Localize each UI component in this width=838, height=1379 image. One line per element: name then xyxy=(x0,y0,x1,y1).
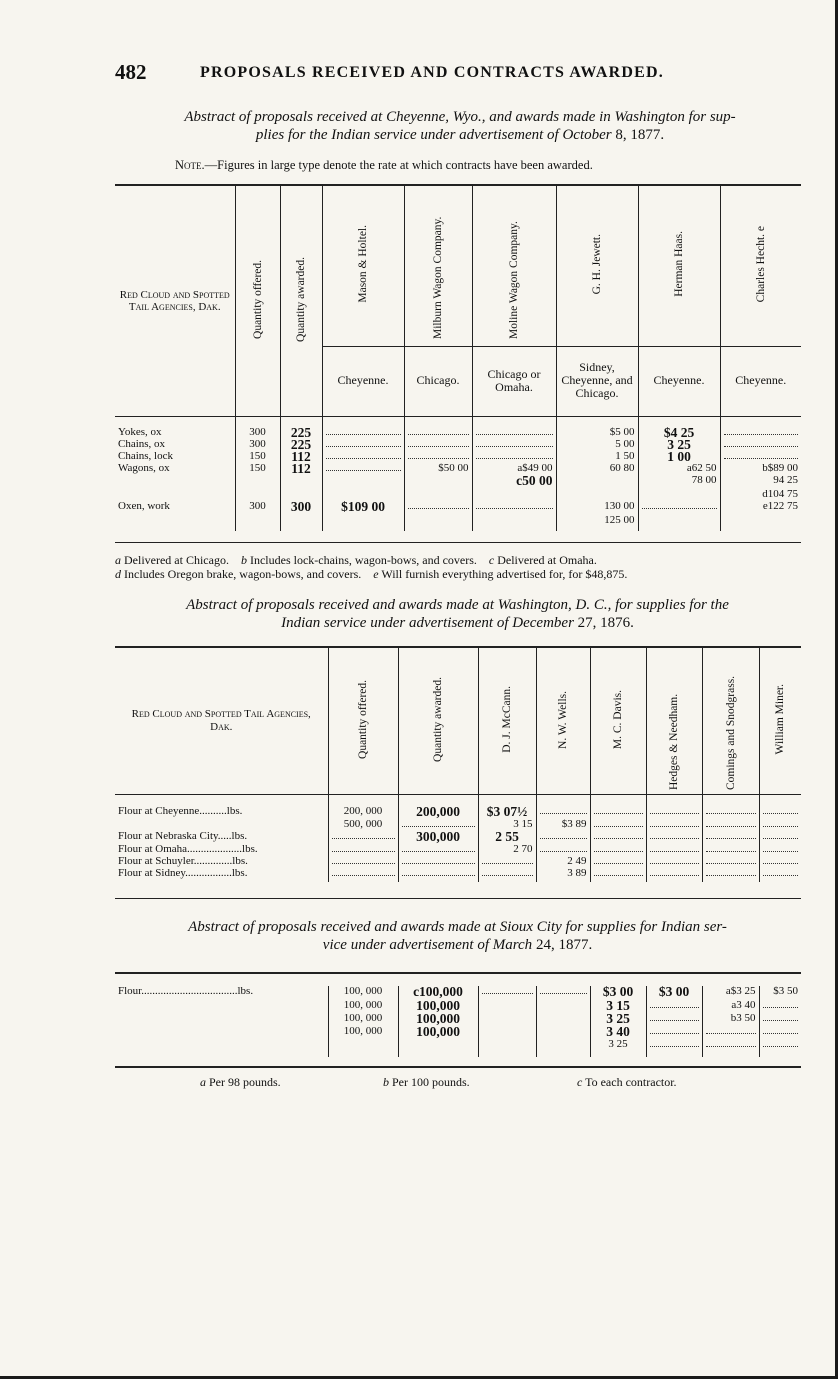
row-jewett: 130 00 xyxy=(556,501,638,515)
col-wells: N. W. Wells. xyxy=(557,690,569,749)
table-row: Flour...................................lbs. 100, 000 c100,000 $3 00 $3 00 a$3 25 $3 50 xyxy=(115,986,801,1000)
table-row: Flour at Sidney.................lbs. 3 89 xyxy=(115,868,801,882)
row-offered: 300 xyxy=(235,439,280,451)
row-jewett-2: 125 00 xyxy=(556,515,638,531)
table-row xyxy=(115,427,801,439)
table2 xyxy=(115,648,801,882)
row-davis: 3 25 xyxy=(590,1039,646,1057)
row-wells: 3 89 xyxy=(536,868,590,882)
row-awarded: 225 xyxy=(280,439,322,451)
row-comings: a3 40 xyxy=(702,1000,759,1013)
row-mason: $109 00 xyxy=(322,501,404,515)
row-awarded: 200,000 xyxy=(398,806,478,819)
row-haas: 3 25 xyxy=(638,439,720,451)
row-awarded: 100,000 xyxy=(398,1026,478,1039)
row-haas-2: 78 00 xyxy=(638,475,720,489)
table3 xyxy=(115,986,801,1057)
row-hecht-3: d104 75 xyxy=(720,489,801,501)
row-haas: a62 50 xyxy=(638,463,720,475)
table-row: Flour at Schuyler..............lbs. 2 49 xyxy=(115,856,801,868)
table1-footnote2: d Includes Oregon brake, wagon-bows, and covers. e Will furnish everything advertised for, for $48,875. xyxy=(115,567,628,581)
col-quantity-offered: Quantity offered. xyxy=(251,259,264,339)
row-offered: 100, 000 xyxy=(328,1026,398,1039)
row-item: Flour at Cheyenne xyxy=(118,806,200,817)
col-miner: William Miner. xyxy=(774,684,787,755)
place-jewett: Sidney, Cheyenne, and Chicago. xyxy=(556,346,638,415)
row-unit: lbs. xyxy=(232,856,248,867)
bidder-mason-holtel: Mason & Holtel. xyxy=(357,225,369,304)
table3-footnote-a: a Per 98 pounds. xyxy=(200,1075,281,1089)
section1-title-date: 8, 1877. xyxy=(615,127,665,143)
table1-agency-header: Red Cloud and Spotted Tail Agencies, Dak. xyxy=(119,288,230,313)
col-hedges-needham: Hedges & Needham. xyxy=(668,693,680,790)
table-row xyxy=(115,1039,801,1057)
table1 xyxy=(115,186,801,531)
row-comings: a$3 25 xyxy=(702,986,759,1000)
table2-header-row xyxy=(115,648,801,794)
table1-header-row xyxy=(115,186,801,346)
row-jewett: 5 00 xyxy=(556,439,638,451)
section3-title xyxy=(110,918,805,954)
row-item: Flour at Nebraska City xyxy=(118,831,218,842)
table-row xyxy=(115,819,801,831)
row-davis: $3 00 xyxy=(590,986,646,1000)
row-awarded: 100,000 xyxy=(398,1013,478,1026)
col-comings-snodgrass: Comings and Snodgrass. xyxy=(724,675,737,790)
place-milburn: Chicago. xyxy=(404,346,472,415)
place-mason: Cheyenne. xyxy=(322,346,404,415)
row-unit: lbs. xyxy=(226,806,243,817)
row-offered: 150 xyxy=(235,451,280,463)
page-header-title: PROPOSALS RECEIVED AND CONTRACTS AWARDED. xyxy=(200,64,664,81)
row-hecht: e122 75 xyxy=(720,501,801,515)
bidder-moline: Moline Wagon Company. xyxy=(508,221,520,340)
row-item: Oxen, work xyxy=(118,501,170,512)
row-haas: 1 00 xyxy=(638,451,720,463)
row-item: Chains, lock xyxy=(118,451,173,462)
row-awarded: 300,000 xyxy=(398,831,478,844)
col-mccann: D. J. McCann. xyxy=(501,686,513,753)
row-offered: 100, 000 xyxy=(328,1000,398,1013)
table3-top-rule xyxy=(115,972,801,974)
row-awarded: 100,000 xyxy=(398,1000,478,1013)
row-offered: 100, 000 xyxy=(328,986,398,1000)
row-awarded: 112 xyxy=(280,451,322,463)
section3-title-line2: vice under advertisement of March xyxy=(322,937,536,953)
section1-title-line1: Abstract of proposals received at Cheyenne, Wyo., and awards made in Washington for sup- xyxy=(184,109,736,125)
col-quantity-awarded: Quantity awarded. xyxy=(295,256,307,342)
row-moline: a$49 00 xyxy=(472,463,556,475)
section3-title-date: 24, 1877. xyxy=(535,937,593,953)
section2-title-line2: Indian service under advertisement of December xyxy=(281,615,578,631)
bidder-jewett: G. H. Jewett. xyxy=(591,234,603,295)
row-mccann: $3 07½ xyxy=(478,806,536,819)
row-item: Flour xyxy=(118,986,142,997)
table-row xyxy=(115,451,801,463)
table2-agency-header: Red Cloud and Spotted Tail Agencies, Dak. xyxy=(131,708,311,733)
bidder-haas: Herman Haas. xyxy=(673,231,685,298)
row-jewett: 60 80 xyxy=(556,463,638,475)
row-davis: 3 40 xyxy=(590,1026,646,1039)
row-awarded: 112 xyxy=(280,463,322,475)
section1-note xyxy=(175,158,593,173)
place-moline: Chicago or Omaha. xyxy=(472,346,556,415)
row-comings: b3 50 xyxy=(702,1013,759,1026)
table-row xyxy=(115,1013,801,1026)
row-unit: lbs. xyxy=(231,831,248,842)
row-hecht-2: 94 25 xyxy=(720,475,801,489)
row-item: Yokes, ox xyxy=(118,427,162,438)
section1-title-line2: plies for the Indian service under advertisement of October xyxy=(255,127,616,143)
row-hedges: $3 00 xyxy=(646,986,702,1000)
row-jewett: 1 50 xyxy=(556,451,638,463)
table-row xyxy=(115,1000,801,1013)
table-row: Flour at Nebraska City.....lbs. 300,000 2 55 xyxy=(115,831,801,844)
table-row xyxy=(115,1026,801,1039)
row-offered: 300 xyxy=(235,427,280,439)
row-awarded: 225 xyxy=(280,427,322,439)
row-davis: 3 25 xyxy=(590,1013,646,1026)
row-item: Chains, ox xyxy=(118,439,166,450)
row-offered: 500, 000 xyxy=(328,819,398,831)
note-text: —Figures in large type denote the rate at which contracts have been awarded. xyxy=(204,158,593,172)
bidder-milburn: Milburn Wagon Company. xyxy=(432,216,444,340)
table1-footnote1: a Delivered at Chicago. b Includes lock-chains, wagon-bows, and covers. c Delivered at Omaha. xyxy=(115,553,597,567)
row-wells: 2 49 xyxy=(536,856,590,868)
table3-footnote-c: c To each contractor. xyxy=(577,1075,677,1089)
row-mccann: 3 15 xyxy=(478,819,536,831)
row-jewett: $5 00 xyxy=(556,427,638,439)
table3-bottom-rule xyxy=(115,1066,801,1068)
place-haas: Cheyenne. xyxy=(638,346,720,415)
row-unit: lbs. xyxy=(237,986,254,997)
table-row xyxy=(115,501,801,515)
table-row: Flour at Omaha....................lbs. 2 70 xyxy=(115,844,801,856)
row-hecht: b$89 00 xyxy=(720,463,801,475)
table-row xyxy=(115,463,801,475)
note-label: Note. xyxy=(175,158,205,172)
row-mccann: 2 70 xyxy=(478,844,536,856)
col-davis: M. C. Davis. xyxy=(612,689,624,750)
row-moline-2: c50 00 xyxy=(472,475,556,489)
row-wells: $3 89 xyxy=(536,819,590,831)
section2-title-date: 27, 1876. xyxy=(577,615,634,631)
row-offered: 200, 000 xyxy=(328,806,398,819)
row-haas: $4 25 xyxy=(638,427,720,439)
row-unit: lbs. xyxy=(242,844,258,855)
row-offered: 100, 000 xyxy=(328,1013,398,1026)
row-item: Flour at Schuyler xyxy=(118,856,194,867)
row-item: Wagons, ox xyxy=(118,463,170,474)
table-row: Flour at Cheyenne..........lbs. 200, 000 200,000 $3 07½ xyxy=(115,806,801,819)
col-quantity-awarded: Quantity awarded. xyxy=(432,677,444,762)
table-row xyxy=(115,475,801,489)
row-milburn: $50 00 xyxy=(404,463,472,475)
table-row xyxy=(115,439,801,451)
section1-title xyxy=(110,108,810,144)
bidder-hecht: Charles Hecht. e xyxy=(754,226,767,303)
row-item: Flour at Sidney xyxy=(118,868,186,879)
section3-title-line1: Abstract of proposals received and awards made at Sioux City for supplies for Indian ser- xyxy=(188,919,727,935)
row-unit: lbs. xyxy=(231,868,248,879)
col-quantity-offered: Quantity offered. xyxy=(357,680,369,759)
section2-title xyxy=(110,596,805,632)
table2-bottom-rule xyxy=(115,898,801,899)
table3-footnote-b: b Per 100 pounds. xyxy=(383,1075,470,1089)
table1-bottom-rule xyxy=(115,542,801,543)
place-hecht: Cheyenne. xyxy=(720,346,801,415)
section2-title-line1: Abstract of proposals received and awards made at Washington, D. C., for supplies for the xyxy=(186,597,729,613)
page-number: 482 xyxy=(115,60,147,84)
row-awarded: 300 xyxy=(280,501,322,515)
row-miner: $3 50 xyxy=(759,986,801,1000)
row-davis: 3 15 xyxy=(590,1000,646,1013)
row-offered: 150 xyxy=(235,463,280,475)
row-mccann: 2 55 xyxy=(478,831,536,844)
row-awarded: c100,000 xyxy=(398,986,478,1000)
row-offered: 300 xyxy=(235,501,280,515)
row-item: Flour at Omaha xyxy=(118,844,188,855)
